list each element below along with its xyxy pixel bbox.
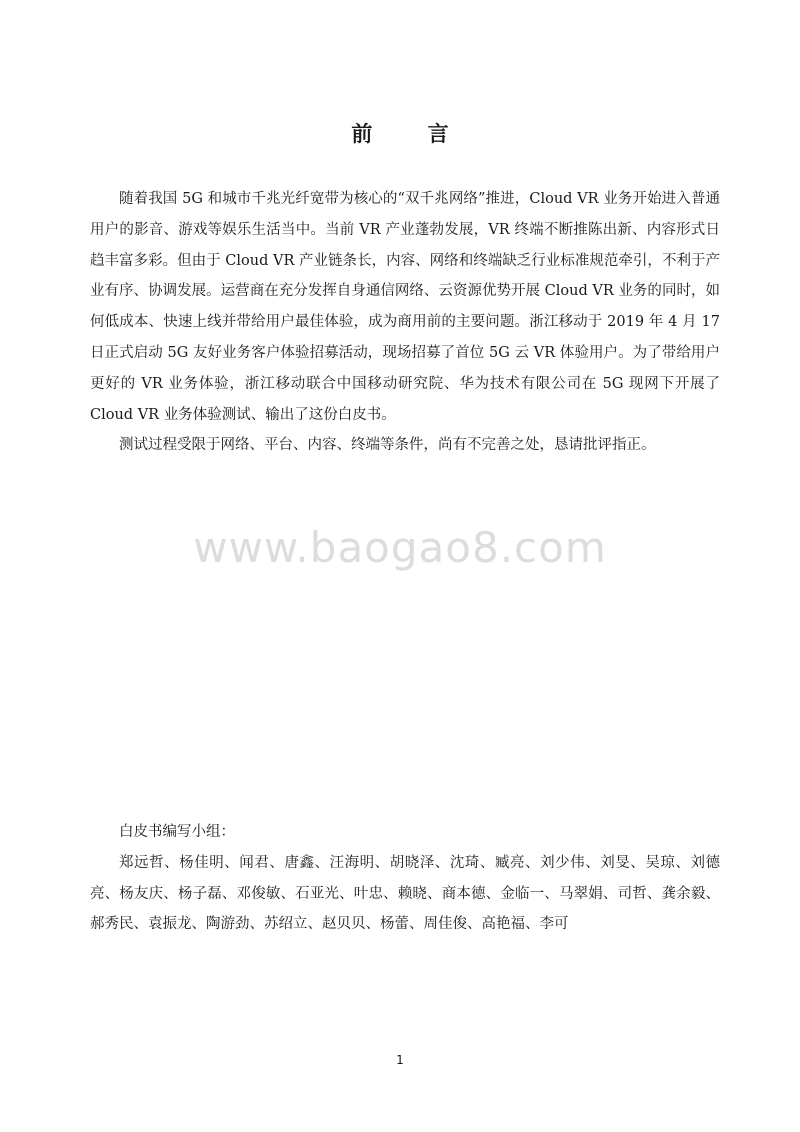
preface-body [90,184,720,461]
authors-list: 郑远哲、杨佳明、闻君、唐鑫、汪海明、胡晓泽、沈琦、臧亮、刘少伟、刘旻、吴琼、刘德亮、杨友庆、杨子磊、邓俊敏、石亚光、叶忠、赖晓、商本德、金临一、马翠娟、司哲、龚余毅、郝秀民、袁振龙、陶游劲、苏绍立、赵贝贝、杨蕾、周佳俊、高艳福、李可 [90,854,720,933]
preface-paragraph-1: 随着我国 5G 和城市千兆光纤宽带为核心的“双千兆网络”推进，Cloud VR 业务开始进入普通用户的影音、游戏等娱乐生活当中。当前 VR 产业蓬勃发展，VR 终端不断推陈出新、内容形式日趋丰富多彩。但由于 Cloud VR 产业链条长，内容、网络和终端缺乏行业标准规范牵引，不利于产业有序、协调发展。运营商在充分发挥自身通信网络、云资源优势开展 Cloud VR 业务的同时，如何低成本、快速上线并带给用户最佳体验，成为商用前的主要问题。浙江移动于 2019 年 4 月 17 日正式启动 5G 友好业务客户体验招募活动，现场招募了首位 5G 云 VR 体验用户。为了带给用户更好的 VR 业务体验，浙江移动联合中国移动研究院、华为技术有限公司在 5G 现网下开展了 Cloud VR 业务体验测试、输出了这份白皮书。 [90,191,720,423]
preface-paragraph-2: 测试过程受限于网络、平台、内容、终端等条件，尚有不完善之处，恳请批评指正。 [119,437,656,454]
watermark: www.baogao8.com [193,523,607,572]
authors-section [90,817,720,940]
page-title: 前 言 [351,122,473,146]
authors-heading: 白皮书编写小组： [119,824,235,840]
page-number: 1 [396,1053,404,1067]
